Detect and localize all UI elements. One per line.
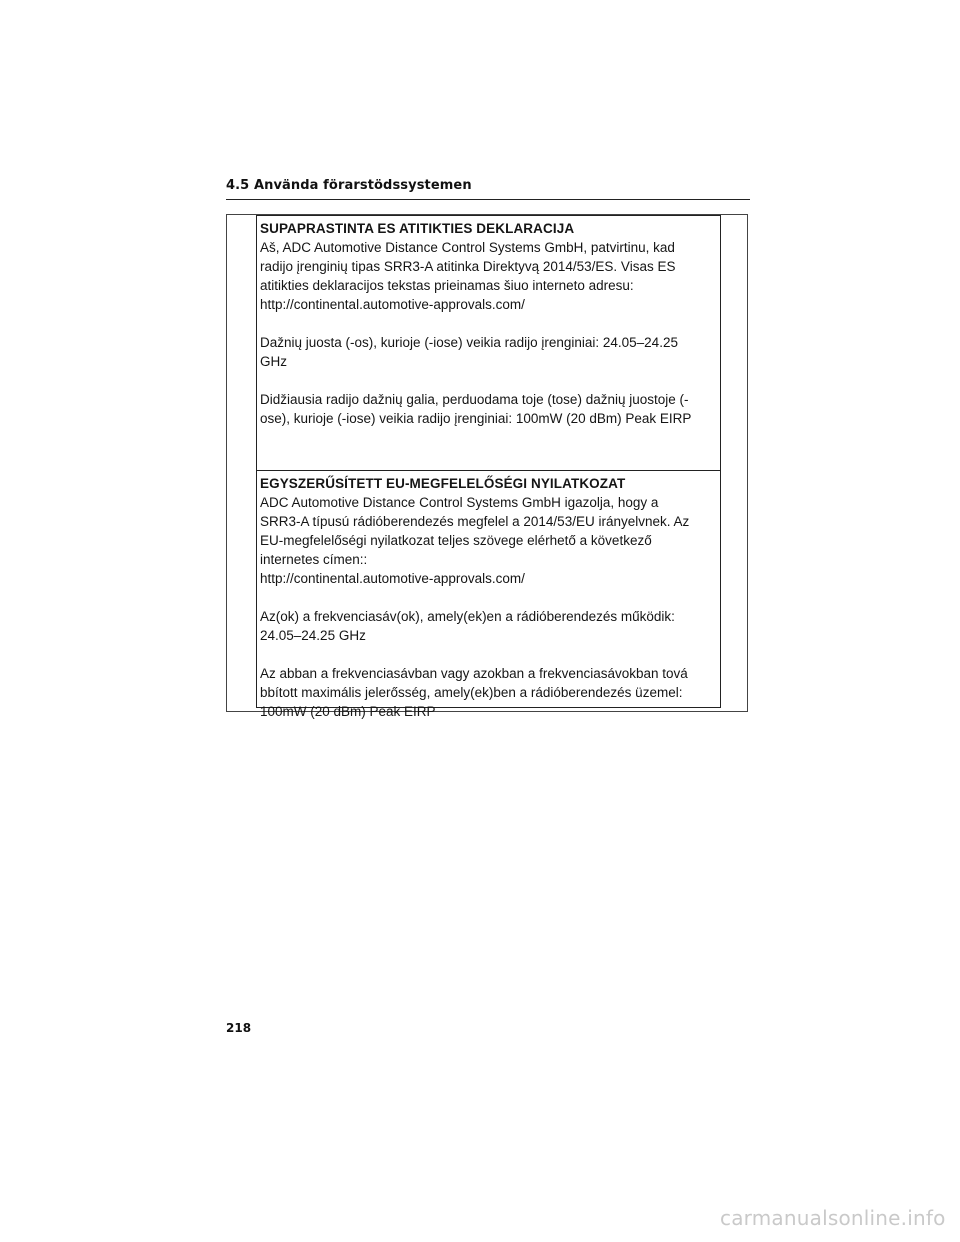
lithuanian-declaration bbox=[256, 215, 721, 471]
hungarian-max-power: Az abban a frekvenciasávban vagy azokban a frekvenciasávokban tová bbított maximális jelerősség, amely(ek)ben a rádióberendezés üzemel: 100mW (20 dBm) Peak EIRP bbox=[260, 666, 688, 719]
paragraph-spacer bbox=[260, 371, 718, 390]
lithuanian-max-power: Didžiausia radijo dažnių galia, perduodama toje (tose) dažnių juostoje (- ose), kurioje (-iose) veikia radijo įrenginiai: 100mW (20 dBm) Peak EIRP bbox=[260, 392, 692, 426]
header-divider bbox=[226, 199, 750, 200]
lithuanian-declaration-statement: Aš, ADC Automotive Distance Control Systems GmbH, patvirtinu, kad radijo įrenginių tipas SRR3-A atitinka Direktyvą 2014/53/ES. Visas ES atitikties deklaracijos tekstas prieinamas šiuo interneto adresu: http://continental.automotive-approvals.com/ bbox=[260, 240, 676, 312]
hungarian-declaration-statement: ADC Automotive Distance Control Systems GmbH igazolja, hogy a SRR3-A típusú rádióberendezés megfelel a 2014/53/EU irányelvnek. Az EU-megfelelőségi nyilatkozat teljes szövege elérhető a következő internetes címen:: http://continental.automotive-approvals.com/ bbox=[260, 495, 690, 586]
lithuanian-frequency-band: Dažnių juosta (-os), kurioje (-iose) veikia radijo įrenginiai: 24.05–24.25 GHz bbox=[260, 335, 678, 369]
paragraph-spacer bbox=[260, 588, 718, 607]
lithuanian-declaration-title: SUPAPRASTINTA ES ATITIKTIES DEKLARACIJA bbox=[260, 221, 575, 236]
hungarian-frequency-band: Az(ok) a frekvenciasáv(ok), amely(ek)en a rádióberendezés működik: 24.05–24.25 GHz bbox=[260, 609, 675, 643]
paragraph-spacer bbox=[260, 645, 718, 664]
page-number: 218 bbox=[226, 1021, 252, 1035]
watermark: carmanualsonline.info bbox=[720, 1206, 946, 1230]
hungarian-declaration bbox=[256, 470, 721, 719]
section-title: 4.5 Använda förarstödssystemen bbox=[226, 178, 472, 193]
paragraph-spacer bbox=[260, 314, 718, 333]
hungarian-declaration-title: EGYSZERŰSÍTETT EU-MEGFELELŐSÉGI NYILATKOZAT bbox=[260, 476, 626, 491]
